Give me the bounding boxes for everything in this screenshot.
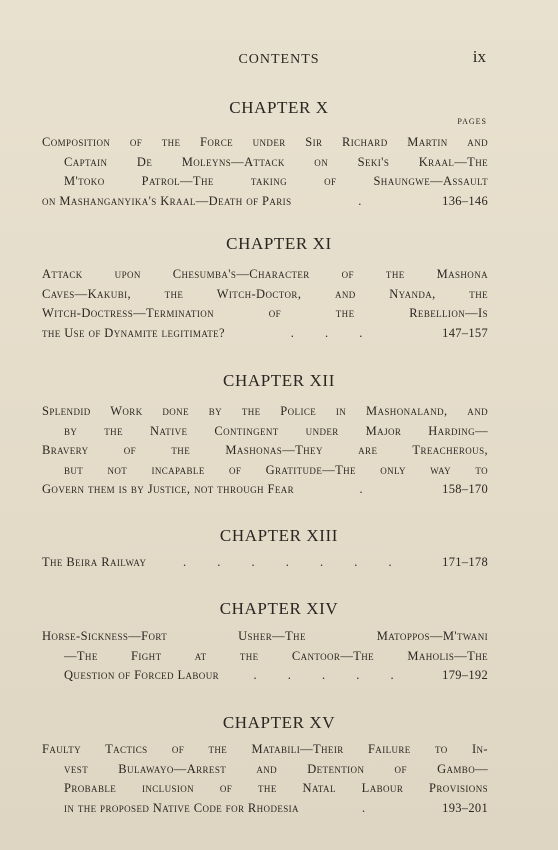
summary-line: by the Native Contingent under Major Harding— <box>64 423 488 438</box>
chapter-heading-x <box>0 98 558 118</box>
page-range: 193–201 <box>442 800 488 815</box>
summary-line: M'toko Patrol—The taking of Shaungwe—Assault <box>64 174 488 188</box>
chapter-x-summary <box>42 133 488 211</box>
page-range: 158–170 <box>442 482 488 496</box>
summary-line: The Beira Railway <box>42 555 147 569</box>
chapter-title: CHAPTER XIII <box>219 526 339 545</box>
leader-dots: . . . . . . . <box>182 555 406 569</box>
summary-line: Horse-Sickness—Fort Usher—The Matoppos—M'twani <box>42 629 488 643</box>
page-range: 136–146 <box>442 193 488 208</box>
chapter-title: CHAPTER XV <box>222 713 336 732</box>
chapter-title: CHAPTER X <box>229 98 329 117</box>
summary-line: Composition of the Force under Sir Richard Martin and <box>42 135 488 149</box>
summary-line: Witch-Doctress—Termination of the Rebellion—Is <box>42 306 488 320</box>
summary-line: Caves—Kakubi, the Witch-Doctor, and Nyanda, the <box>42 286 488 301</box>
summary-line: Splendid Work done by the Police in Mashonaland, and <box>42 404 488 418</box>
chapter-xii-summary <box>42 402 488 500</box>
summary-line: Faulty Tactics of the Matabili—Their Failure to In- <box>42 742 488 756</box>
chapter-heading-xv <box>0 713 558 733</box>
pages-column-label: PAGES <box>457 117 487 126</box>
summary-line: —The Fight at the Cantoor—The Maholis—The <box>64 648 488 663</box>
chapter-heading-xii <box>0 371 558 391</box>
summary-line: in the proposed Native Code for Rhodesia <box>64 800 299 815</box>
leader-dots: . <box>361 800 380 815</box>
chapter-heading-xiii <box>0 526 558 546</box>
leader-dots: . <box>359 482 377 496</box>
summary-line: Probable inclusion of the Natal Labour Provisions <box>64 781 488 795</box>
chapter-heading-xi <box>0 234 558 254</box>
chapter-xi-summary <box>42 265 488 343</box>
summary-line: Attack upon Chesumba's—Character of the Mashona <box>42 267 488 281</box>
summary-line: Govern them is by Justice, not through Fear <box>42 482 295 496</box>
chapter-title: CHAPTER XI <box>226 234 332 253</box>
chapter-title: CHAPTER XIV <box>219 599 339 618</box>
leader-dots: . . . . . <box>253 668 408 682</box>
chapter-xv-summary <box>42 740 488 818</box>
summary-line: Captain De Moleyns—Attack on Seki's Kraal—The <box>64 154 488 169</box>
summary-line: vest Bulawayo—Arrest and Detention of Gambo— <box>64 761 488 776</box>
running-title: CONTENTS <box>238 52 320 67</box>
summary-line: the Use of Dynamite legitimate? <box>42 325 225 340</box>
summary-line: Question of Forced Labour <box>64 668 219 682</box>
chapter-xiv-summary <box>42 627 488 686</box>
chapter-xiii-summary <box>42 553 488 573</box>
summary-line: Bravery of the Mashonas—They are Treacherous, <box>42 443 488 457</box>
summary-line: but not incapable of Gratitude—The only way to <box>64 462 488 477</box>
page-range: 147–157 <box>442 325 488 340</box>
page-range: 171–178 <box>442 555 488 569</box>
leader-dots: . <box>358 193 376 208</box>
leader-dots: . . . <box>290 325 377 340</box>
page-range: 179–192 <box>442 668 488 682</box>
chapter-heading-xiv <box>0 599 558 619</box>
page-number: ix <box>472 47 486 66</box>
summary-line: on Mashanganyika's Kraal—Death of Paris <box>42 193 292 208</box>
chapter-title: CHAPTER XII <box>223 371 335 390</box>
